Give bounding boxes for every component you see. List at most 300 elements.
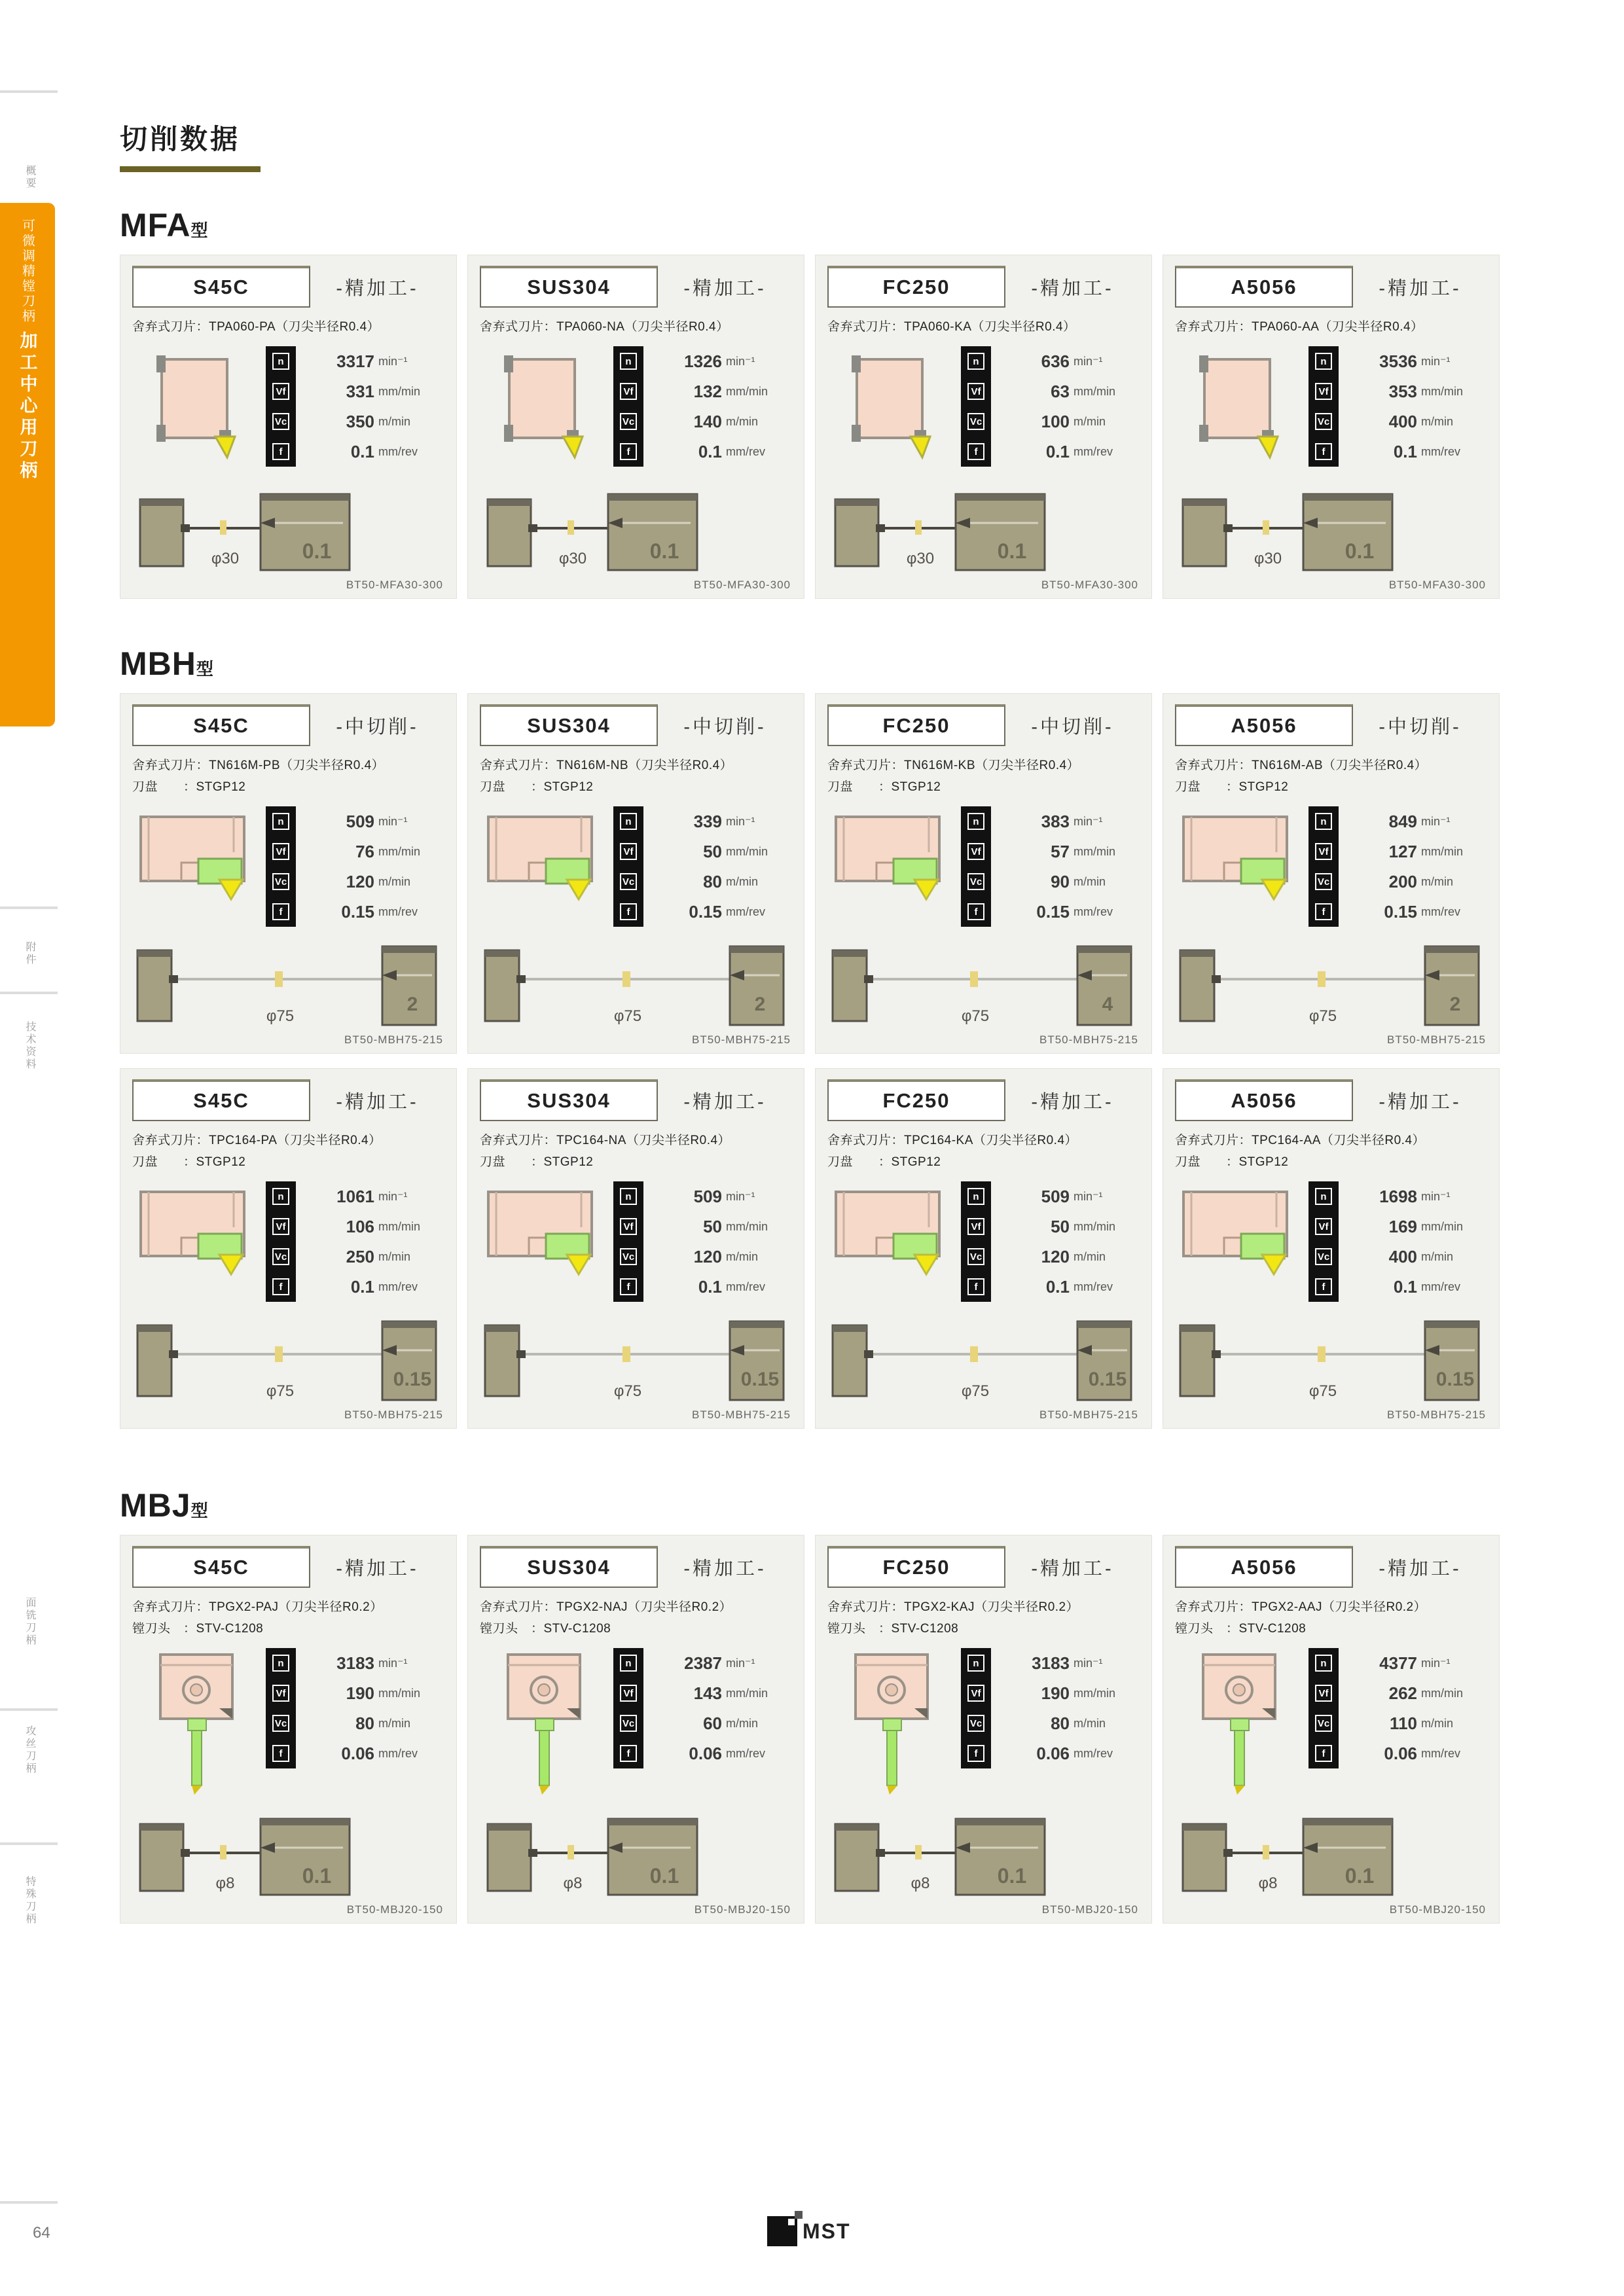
panel-header [132,704,444,746]
holder-diagram [480,1812,768,1910]
operation-label: -精加工- [1031,1558,1114,1579]
param-value: 143 [693,1683,722,1703]
param-value: 339 [693,811,722,831]
param-value-row [998,346,1122,376]
sidebar-section-label[interactable]: 概要 [24,165,35,190]
param-value-row [1345,437,1470,467]
param-values [302,1648,427,1802]
sidebar-section-label[interactable]: 面铣刀柄 [24,1597,35,1647]
param-f-icon: f [266,897,296,927]
svg-text:φ30: φ30 [211,550,240,567]
sidebar-section-label[interactable]: 特殊刀柄 [24,1876,35,1926]
svg-text:0.1: 0.1 [649,1864,679,1888]
param-unit: m/min [726,414,758,428]
operation-label: -精加工- [1031,1091,1114,1113]
panel-header [827,1079,1140,1121]
panel-header [480,704,792,746]
param-value-row [1345,1272,1470,1302]
param-value: 60 [703,1713,722,1733]
param-value: 0.1 [698,1276,722,1297]
param-n-icon: n [266,346,296,376]
material-label: FC250 [882,714,950,737]
cutting-params [961,1648,1122,1802]
param-vf-icon: Vf [1308,1678,1339,1708]
cutting-params [613,1181,774,1302]
part-number: BT50-MBH75-215 [691,1033,791,1046]
holder-diagram-wrap [1175,1312,1487,1419]
param-unit: mm/rev [1421,1280,1460,1293]
param-value-row [998,806,1122,836]
operation-label: -精加工- [683,1558,767,1579]
panel-body [480,346,792,477]
part-number: BT50-MBH75-215 [1386,1408,1486,1421]
operation-label: -中切削- [1379,716,1462,738]
param-value: 169 [1388,1216,1417,1236]
param-n-icon: n [266,1648,296,1678]
material-label: A5056 [1231,276,1297,298]
param-f-icon: f [613,1272,643,1302]
param-value: 110 [1390,1713,1417,1733]
operation-label: -精加工- [683,278,767,299]
holder-diagram [132,488,420,586]
cutting-data-panel [467,1535,804,1924]
cutting-data-panel [120,1535,457,1924]
holder-spec: 镗刀头 ：STV-C1208 [132,1622,264,1636]
param-value: 63 [1051,381,1070,401]
insert-graphic [1175,1181,1306,1302]
param-vf-icon: Vf [266,1211,296,1242]
insert-spec: 舍弃式刀片：TN616M-AB（刀尖半径R0.4） [1175,759,1428,772]
param-value-row [1345,1678,1470,1708]
param-unit: mm/rev [726,1280,765,1293]
holder-diagram-wrap [827,1312,1140,1419]
insert-spec: 舍弃式刀片：TPA060-AA（刀尖半径R0.4） [1175,320,1424,334]
holder-diagram-wrap [1175,488,1487,589]
param-unit: mm/rev [1074,444,1113,458]
param-unit: mm/min [1074,384,1115,398]
param-n-icon: n [1308,1181,1339,1211]
param-value: 120 [1041,1246,1070,1266]
param-unit: mm/min [1074,844,1115,858]
material-box [132,1079,310,1121]
param-f-icon: f [961,897,991,927]
param-value: 0.06 [341,1743,374,1763]
param-icon-column [266,806,296,927]
part-number: BT50-MFA30-300 [1388,579,1486,591]
material-box [132,1546,310,1588]
param-value: 1698 [1379,1186,1417,1206]
param-value-row [1345,1738,1470,1768]
param-unit: m/min [1421,1716,1453,1730]
svg-text:φ75: φ75 [961,1007,990,1025]
part-number: BT50-MBJ20-150 [346,1903,443,1916]
param-n-icon: n [1308,1648,1339,1678]
param-icon-column [1308,1648,1339,1802]
param-value: 0.1 [1045,1276,1070,1297]
holder-diagram-wrap [480,488,792,589]
material-box [480,1546,658,1588]
param-value-row [302,406,427,437]
param-value-row [302,897,427,927]
param-f-icon: f [1308,1738,1339,1768]
param-f-icon: f [961,437,991,467]
param-value-row [650,1678,774,1708]
holder-spec: 刀盘 ：STGP12 [480,1155,594,1169]
holder-spec: 镗刀头 ：STV-C1208 [480,1622,611,1636]
part-number: BT50-MBJ20-150 [1041,1903,1138,1916]
operation-label: -精加工- [1379,1091,1462,1113]
param-unit: mm/min [1074,1686,1115,1700]
panel-header [132,1079,444,1121]
material-box [1175,1079,1353,1121]
param-value: 1061 [336,1186,374,1206]
section-heading-mbh: MBH型 [120,645,213,682]
param-value-row [302,1708,427,1738]
param-unit: m/min [1421,1249,1453,1263]
param-vf-icon: Vf [613,376,643,406]
insert-spec: 舍弃式刀片：TN616M-NB（刀尖半径R0.4） [480,759,733,772]
panel-body [827,346,1140,477]
param-f-icon: f [266,437,296,467]
holder-spec: 刀盘 ：STGP12 [132,1155,246,1169]
param-value: 3183 [1032,1653,1070,1673]
param-values [998,806,1122,927]
param-value: 120 [346,871,374,891]
material-box [827,704,1005,746]
param-unit: min⁻¹ [1074,354,1103,368]
param-values [998,1181,1122,1302]
param-vf-icon: Vf [961,1211,991,1242]
holder-diagram [827,488,1115,586]
page-number: 64 [33,2224,50,2242]
operation-label: -精加工- [1031,278,1114,299]
cutting-data-panel [120,255,457,599]
panel-body [480,1648,792,1802]
panel-row-mfa [120,255,1524,599]
param-unit: m/min [1421,874,1453,888]
sidebar-section-label[interactable]: 攻丝刀柄 [24,1725,35,1775]
param-value: 0.1 [698,441,722,461]
param-unit: mm/rev [726,1746,765,1760]
holder-diagram [480,937,789,1041]
svg-text:φ30: φ30 [906,550,935,567]
holder-diagram-wrap [827,937,1140,1044]
param-value-row [302,1242,427,1272]
param-unit: min⁻¹ [1074,814,1103,828]
param-vc-icon: Vc [613,406,643,437]
cutting-params [1308,346,1470,477]
svg-text:φ75: φ75 [266,1382,295,1400]
svg-text:φ8: φ8 [911,1874,930,1892]
param-value-row [302,1181,427,1211]
svg-text:φ30: φ30 [1254,550,1282,567]
param-vc-icon: Vc [613,1708,643,1738]
param-value: 80 [355,1713,374,1733]
param-values [1345,806,1470,927]
param-value: 1326 [684,351,722,371]
param-values [1345,1648,1470,1802]
brand-logo-icon [767,2216,797,2246]
param-icon-column [266,346,296,477]
param-value: 57 [1051,841,1070,861]
param-value-row [998,897,1122,927]
param-unit: mm/min [1421,384,1463,398]
param-value-row [650,437,774,467]
material-label: S45C [193,276,249,298]
param-value: 509 [1041,1186,1070,1206]
param-values [1345,1181,1470,1302]
param-unit: m/min [378,874,410,888]
param-value-row [1345,867,1470,897]
operation-label: -精加工- [336,278,419,299]
param-value: 0.15 [689,901,722,922]
param-value: 0.15 [1384,901,1417,922]
main-content [120,98,1524,1924]
param-value-row [998,836,1122,867]
param-unit: mm/min [378,1686,420,1700]
panel-body [132,1181,444,1302]
material-label: FC250 [882,276,950,298]
holder-diagram [827,1812,1115,1910]
sidebar-divider [0,1842,58,1845]
param-value: 200 [1388,871,1417,891]
insert-spec: 舍弃式刀片：TPC164-AA（刀尖半径R0.4） [1175,1134,1426,1147]
param-unit: min⁻¹ [1421,814,1451,828]
param-unit: m/min [726,874,758,888]
panel-body [1175,346,1487,477]
param-unit: mm/min [1421,844,1463,858]
param-values [650,346,774,477]
param-vf-icon: Vf [1308,1211,1339,1242]
holder-diagram [480,488,768,586]
part-number: BT50-MBH75-215 [1039,1033,1138,1046]
operation-label: -精加工- [336,1091,419,1113]
panel-body [480,806,792,927]
param-value-row [302,806,427,836]
param-icon-column [961,1648,991,1802]
param-value: 849 [1388,811,1417,831]
param-unit: mm/rev [378,905,418,918]
param-icon-column [961,806,991,927]
insert-graphic [827,1181,958,1302]
param-value: 262 [1388,1683,1417,1703]
insert-drawing [1178,806,1303,911]
panel-row-mbh-medium [120,693,1524,1054]
sidebar-section-label[interactable]: 附件 [24,941,35,966]
param-value: 0.1 [1393,441,1417,461]
param-value-row [650,897,774,927]
param-values [650,1181,774,1302]
part-number: BT50-MFA30-300 [693,579,791,591]
param-f-icon: f [961,1272,991,1302]
param-value: 0.1 [1393,1276,1417,1297]
sidebar-section-label[interactable]: 技术资料 [24,1021,35,1071]
footer-logo [767,2216,851,2246]
insert-graphic [827,346,958,477]
material-box [1175,704,1353,746]
insert-drawing [135,1181,260,1286]
panel-body [827,806,1140,927]
param-value: 132 [693,381,722,401]
param-unit: min⁻¹ [1074,1656,1103,1670]
param-value-row [1345,1242,1470,1272]
svg-text:2: 2 [406,994,418,1015]
param-f-icon: f [266,1272,296,1302]
svg-text:0.15: 0.15 [393,1369,432,1390]
panel-body [1175,1181,1487,1302]
param-value-row [650,1242,774,1272]
param-value: 140 [693,411,722,431]
insert-drawing [1185,1648,1296,1802]
cutting-data-panel [815,1535,1152,1924]
holder-spec: 刀盘 ：STGP12 [827,780,941,794]
holder-diagram [1175,488,1463,586]
param-unit: mm/rev [1074,1280,1113,1293]
insert-drawing [142,346,253,477]
insert-graphic [480,806,611,927]
param-value: 120 [693,1246,722,1266]
sidebar-divider [0,906,58,909]
param-n-icon: n [613,1648,643,1678]
svg-text:0.15: 0.15 [740,1369,780,1390]
holder-diagram-wrap [132,1312,444,1419]
param-value: 250 [346,1246,374,1266]
param-value-row [1345,376,1470,406]
insert-graphic [480,1181,611,1302]
param-value-row [1345,1708,1470,1738]
panel-row-mbj [120,1535,1524,1924]
holder-diagram [1175,1812,1463,1910]
param-unit: mm/min [726,1686,768,1700]
svg-text:φ30: φ30 [558,550,587,567]
param-value: 190 [1041,1683,1070,1703]
insert-drawing [837,346,948,477]
param-value: 50 [703,841,722,861]
param-value-row [302,1648,427,1678]
holder-diagram [827,1312,1136,1416]
param-icon-column [613,346,643,477]
param-unit: min⁻¹ [1074,1189,1103,1203]
param-value: 0.1 [350,441,374,461]
insert-drawing [483,1181,607,1286]
insert-drawing [142,1648,253,1802]
param-value-row [998,376,1122,406]
param-value-row [302,1272,427,1302]
param-value: 0.06 [689,1743,722,1763]
param-value-row [998,1738,1122,1768]
param-n-icon: n [613,1181,643,1211]
sidebar-divider [0,2201,58,2204]
param-unit: min⁻¹ [378,354,408,368]
param-unit: min⁻¹ [726,1189,755,1203]
material-label: A5056 [1231,714,1297,737]
cutting-data-panel [815,693,1152,1054]
param-unit: mm/min [378,844,420,858]
insert-drawing [831,806,955,911]
param-value-row [998,1272,1122,1302]
material-box [827,1079,1005,1121]
cutting-data-panel [1163,1068,1500,1429]
param-value: 350 [346,411,374,431]
svg-text:φ75: φ75 [613,1007,642,1025]
part-number: BT50-MFA30-300 [1041,579,1138,591]
param-value: 509 [346,811,374,831]
param-vc-icon: Vc [961,867,991,897]
insert-graphic [480,346,611,477]
param-vc-icon: Vc [961,1708,991,1738]
param-unit: min⁻¹ [1421,1189,1451,1203]
insert-spec: 舍弃式刀片：TPGX2-AAJ（刀尖半径R0.2） [1175,1600,1427,1614]
param-unit: m/min [378,1716,410,1730]
param-value-row [302,346,427,376]
material-label: S45C [193,1556,249,1579]
param-unit: mm/rev [1421,444,1460,458]
insert-spec: 舍弃式刀片：TPA060-PA（刀尖半径R0.4） [132,320,380,334]
insert-spec: 舍弃式刀片：TPA060-NA（刀尖半径R0.4） [480,320,729,334]
param-value: 509 [693,1186,722,1206]
sidebar-tab-subtitle: 可微调精镗刀柄 [20,219,35,324]
param-unit: mm/min [726,384,768,398]
param-n-icon: n [613,806,643,836]
param-value: 383 [1041,811,1070,831]
param-values [302,346,427,477]
holder-spec: 镗刀头 ：STV-C1208 [827,1622,959,1636]
insert-graphic [132,1181,263,1302]
param-values [302,806,427,927]
param-value: 331 [346,381,374,401]
param-unit: mm/min [378,384,420,398]
param-values [1345,346,1470,477]
panel-header [1175,266,1487,308]
panel-header [1175,1546,1487,1588]
sidebar-tab[interactable] [0,203,55,726]
param-vf-icon: Vf [1308,836,1339,867]
param-unit: mm/rev [726,444,765,458]
param-value-row [1345,1181,1470,1211]
insert-spec: 舍弃式刀片：TPGX2-KAJ（刀尖半径R0.2） [827,1600,1079,1614]
holder-diagram [480,1312,789,1416]
param-unit: m/min [1074,874,1106,888]
insert-drawing [1185,346,1296,477]
param-value: 0.1 [350,1276,374,1297]
holder-spec: 镗刀头 ：STV-C1208 [1175,1622,1307,1636]
insert-drawing [135,806,260,911]
insert-drawing [483,806,607,911]
param-vc-icon: Vc [961,406,991,437]
insert-graphic [132,806,263,927]
param-value-row [302,867,427,897]
insert-spec: 舍弃式刀片：TPA060-KA（刀尖半径R0.4） [827,320,1076,334]
param-value: 3183 [336,1653,374,1673]
param-unit: mm/rev [378,1280,418,1293]
panel-body [827,1181,1140,1302]
param-f-icon: f [266,1738,296,1768]
svg-text:φ8: φ8 [563,1874,583,1892]
panel-header [132,266,444,308]
material-box [480,704,658,746]
cutting-params [266,1648,427,1802]
part-number: BT50-MBH75-215 [1386,1033,1486,1046]
panel-body [132,346,444,477]
panel-body [1175,1648,1487,1802]
param-value-row [650,1181,774,1211]
param-vc-icon: Vc [1308,1242,1339,1272]
panel-body [827,1648,1140,1802]
panel-header [827,704,1140,746]
holder-diagram [827,937,1136,1041]
svg-text:φ75: φ75 [266,1007,295,1025]
param-value: 80 [703,871,722,891]
